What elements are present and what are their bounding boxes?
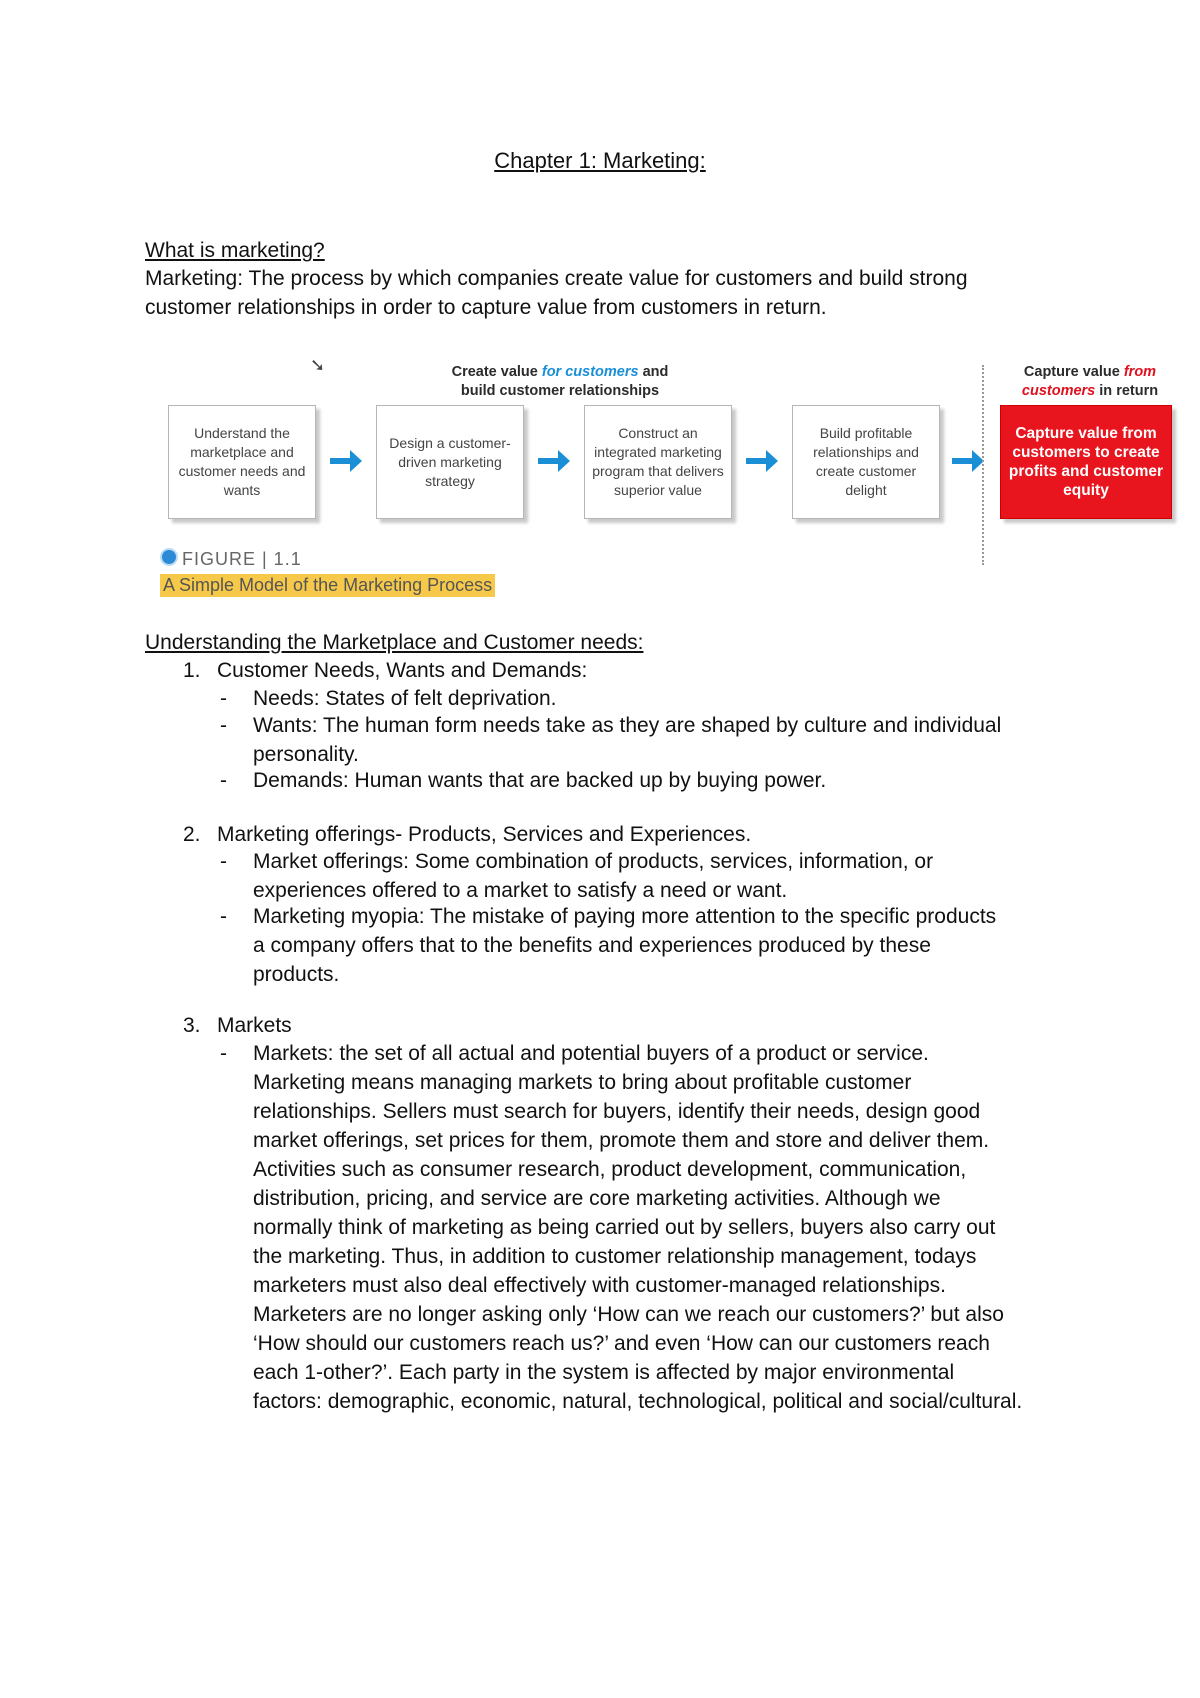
figure-caption: A Simple Model of the Marketing Process	[160, 574, 495, 597]
subitem-text: Needs: States of felt deprivation.	[253, 687, 557, 710]
figure-header-capture-value: Capture value from customers in return	[1021, 364, 1159, 399]
subitem-text: Market offerings: Some combination of products, services, information, or experiences offered to a market to satisfy a need or want.	[253, 850, 934, 902]
list-number: 3.	[183, 1014, 201, 1037]
cursor-icon: ➘	[310, 355, 326, 375]
arrow-right-icon	[744, 443, 780, 479]
list-number: 1.	[183, 659, 201, 682]
step-capture-value: Capture value from customers to create profits and customer equity	[1000, 405, 1172, 519]
step-understand-marketplace: Understand the marketplace and customer needs and wants	[168, 405, 316, 519]
figure-header-create-value: Create value for customers and build customer relationships	[451, 364, 669, 399]
subitem-text: Markets: the set of all actual and potential buyers of a product or service. Marketing means managing markets to bring about profitable customer relationships. Sellers must search for buyers, identify their needs, design good market offerings, set prices for them, promote them and store and deliver them. Activities such as consumer research, product development, communication, distribution, pricing, and service are core marketing activities. Although we normally think of marketing as being carried out by sellers, buyers also carry out the marketing. Thus, in addition to customer relationship management, todays marketers must also deal effectively with customer-managed relationships. Marketers are no longer asking only ‘How can we reach our customers?’ but also ‘How should our customers reach us?’ and even ‘How can our customers reach each 1-other?’. Each party in the system is affected by major environmental factors: demographic, economic, natural, technological, political and social/cultural.	[253, 1042, 1023, 1413]
page-title: Chapter 1: Marketing:	[494, 148, 706, 173]
subitem-text: Marketing myopia: The mistake of paying more attention to the specific products a company offers that to the benefits and experiences produced by these products.	[253, 905, 997, 986]
list-title: Marketing offerings- Products, Services and Experiences.	[217, 823, 752, 846]
section-heading: Understanding the Marketplace and Customer needs:	[145, 631, 644, 654]
list-title: Customer Needs, Wants and Demands:	[217, 659, 588, 682]
figure-label: FIGURE | 1.1	[160, 548, 302, 570]
marketing-process-figure	[160, 355, 1200, 605]
document-page: Chapter 1: Marketing: What is marketing? Marketing: The process by which companies create value for customers and build strong customer relationships in order to capture value from customers in return. ➘ Create value for customers and build customer relationships Capture value from customers in return Understand the marketplace and customer needs and wants Design a customer-driven marketing strategy Construct an integrated marketing program that delivers superior value Build profitable relationships and create customer delight Capture value from customers to create profits and customer equity FIGURE | 1.1 A Simple Model of the Marketing Process Understanding the Marketplace and Customer needs: 1. Customer Needs, Wants and Demands: - Needs: States of felt deprivation. - Wants: The human form needs take as they are shaped by culture and individual personality. - Demands: Human wants that are backed up by buying power. 2. Marketing offerings- Products, Services and Experiences. - Market offerings: Some combination of products, services, information, or experiences offered to a market to satisfy a need or want. - Marketing myopia: The mistake of paying more attention to the specific products a company offers that to the benefits and experiences produced by these products. 3. Markets - Markets: the set of all actual and potential buyers of a product or service. Marketing means managing markets to bring about profitable customer relationships. Sellers must search for buyers, identify their needs, design good market offerings, set prices for them, promote them and store and deliver them. Activities such as consumer research, product development, communication, distribution, pricing, and service are core marketing activities. Although we normally think of marketing as being carried out by sellers, buyers also carry out the marketing. Thus, in addition to customer relationship management, todays marketers must also deal effectively with customer-managed relationships. Marketers are no longer asking only ‘How can we reach our customers?’ but also ‘How should our customers reach us?’ and even ‘How can our customers reach each 1-other?’. Each party in the system is affected by major environmental factors: demographic, economic, natural, technological, political and social/cultural.	[0, 0, 1200, 1698]
subitem-text: Demands: Human wants that are backed up by buying power.	[253, 769, 827, 792]
divider-line	[982, 365, 984, 565]
list-title: Markets	[217, 1014, 292, 1037]
arrow-right-icon	[950, 443, 986, 479]
step-build-relationships: Build profitable relationships and create customer delight	[792, 405, 940, 519]
marketing-definition: Marketing: The process by which companies create value for customers and build strong customer relationships in order to capture value from customers in return.	[145, 267, 968, 319]
step-construct-program: Construct an integrated marketing program that delivers superior value	[584, 405, 732, 519]
step-design-strategy: Design a customer-driven marketing strategy	[376, 405, 524, 519]
arrow-right-icon	[328, 443, 364, 479]
subitem-text: Wants: The human form needs take as they are shaped by culture and individual personality.	[253, 714, 1002, 766]
what-is-marketing-heading: What is marketing?	[145, 239, 325, 262]
list-number: 2.	[183, 823, 201, 846]
figure-bullet-icon	[160, 548, 178, 566]
arrow-right-icon	[536, 443, 572, 479]
